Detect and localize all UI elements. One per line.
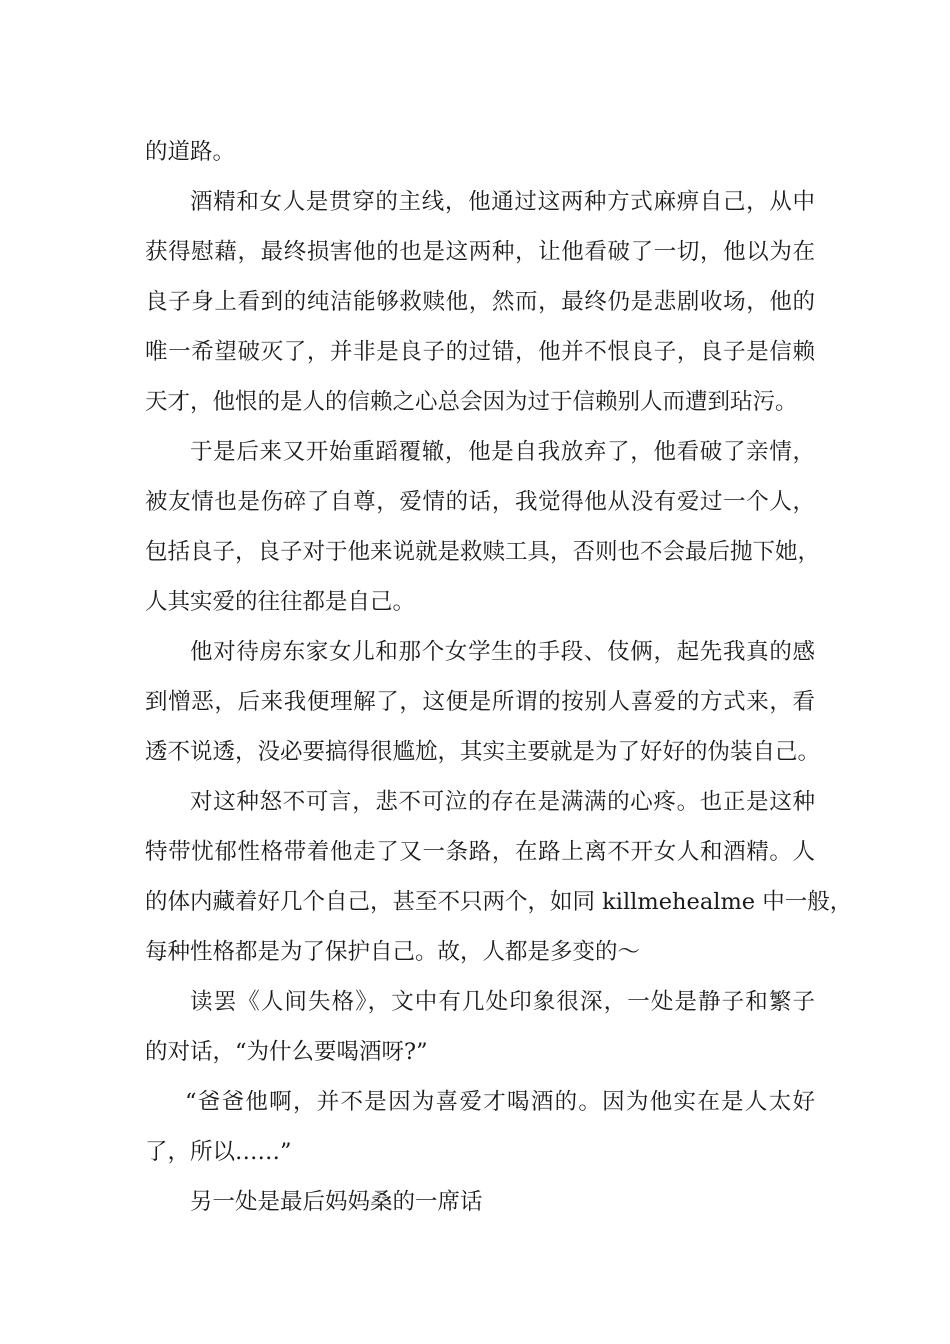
paragraph-first-line: 酒精和女人是贯穿的主线，他通过这两种方式麻痹自己，从中 bbox=[190, 189, 815, 215]
paragraph-first-line: 于是后来又开始重蹈覆辙，他是自我放弃了，他看破了亲情， bbox=[190, 439, 815, 465]
text-line: 每种性格都是为了保护自己。故，人都是多变的～ bbox=[145, 939, 641, 965]
paragraph-first-line: 另一处是最后妈妈桑的一席话 bbox=[190, 1189, 483, 1215]
text-line: 唯一希望破灭了，并非是良子的过错，他并不恨良子，良子是信赖 bbox=[145, 339, 815, 365]
text-line: 透不说透，没必要搞得很尴尬，其实主要就是为了好好的伪装自己。 bbox=[145, 739, 821, 765]
text-line: 获得慰藉，最终损害他的也是这两种，让他看破了一切，他以为在 bbox=[145, 239, 815, 265]
text-line: 的道路。 bbox=[145, 139, 236, 165]
paragraph-first-line: “爸爸他啊，并不是因为喜爱才喝酒的。因为他实在是人太好 bbox=[185, 1089, 815, 1115]
text-line: 包括良子，良子对于他来说就是救赎工具，否则也不会最后抛下她， bbox=[145, 539, 821, 565]
text-line: 的对话，“为什么要喝酒呀?” bbox=[145, 1039, 428, 1065]
text-line: 的体内藏着好几个自己，甚至不只两个，如同 killmehealme 中一般， bbox=[145, 889, 853, 915]
text-line: 人其实爱的往往都是自己。 bbox=[145, 589, 416, 615]
document-body bbox=[145, 127, 853, 1227]
text-line: 到憎恶，后来我便理解了，这便是所谓的按别人喜爱的方式来，看 bbox=[145, 689, 815, 715]
paragraph-first-line: 读罢《人间失格》，文中有几处印象很深，一处是静子和繁子 bbox=[190, 989, 815, 1015]
text-line: 特带忧郁性格带着他走了又一条路，在路上离不开女人和酒精。人 bbox=[145, 839, 815, 865]
paragraph-first-line: 对这种怒不可言，悲不可泣的存在是满满的心疼。也正是这种 bbox=[190, 789, 815, 815]
text-line: 了，所以……” bbox=[145, 1139, 292, 1165]
paragraph-first-line: 他对待房东家女儿和那个女学生的手段、伎俩，起先我真的感 bbox=[190, 639, 815, 665]
text-line: 被友情也是伤碎了自尊，爱情的话，我觉得他从没有爱过一个人， bbox=[145, 489, 815, 515]
text-line: 天才，他恨的是人的信赖之心总会因为过于信赖别人而遭到玷污。 bbox=[145, 389, 798, 415]
text-line: 良子身上看到的纯洁能够救赎他，然而，最终仍是悲剧收场，他的 bbox=[145, 289, 815, 315]
